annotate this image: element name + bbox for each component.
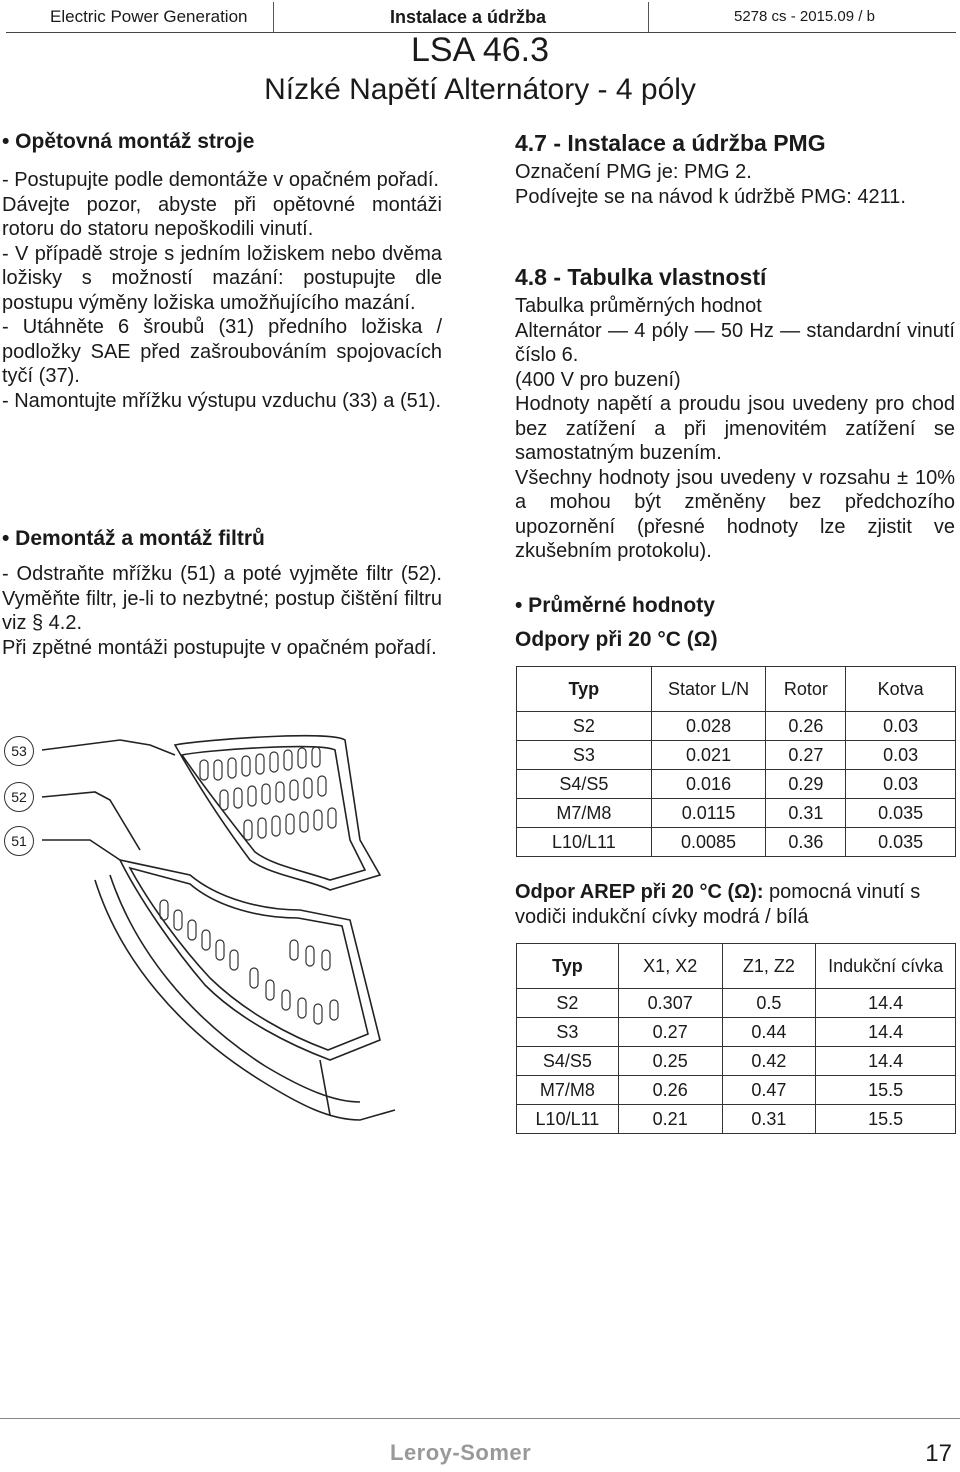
arep-heading [515,880,955,929]
figure-label-52: 52 [4,782,34,812]
table-cell: 15.5 [816,1105,956,1134]
paragraph: Tabulka průměrných hodnot [515,295,762,317]
paragraph: Hodnoty napětí a proudu jsou uvedeny pro chod bez zatížení a při jmenovitém zatížení se samostatným buzením. [515,393,955,464]
table-cell: S2 [517,712,652,741]
paragraph: - Utáhněte 6 šroubů (31) předního ložiska / podložky SAE před zašroubováním spojovacích tyčí (37). [2,316,442,387]
header-doc-ref: 5278 cs - 2015.09 / b [734,8,875,25]
resistance-table [516,666,956,857]
paragraph: Všechny hodnoty jsou uvedeny v rozsahu ± 10% a mohou být změněny bez předchozího upozornění (přesné hodnoty lze zjistit ve zkušebním protokolu). [515,466,955,562]
section-title-4-8: 4.8 - Tabulka vlastností [515,264,767,290]
paragraph: (400 V pro buzení) [515,368,681,391]
table-row [517,1105,956,1134]
table-cell: 0.27 [618,1018,722,1047]
table-cell: 0.26 [618,1076,722,1105]
table-cell: 0.0115 [651,799,766,828]
table-cell: 0.03 [846,741,956,770]
table-cell: S2 [517,989,619,1018]
table-cell: 0.03 [846,712,956,741]
resistance-title: Odpory při 20 °C (Ω) [515,628,718,651]
section-title-filters: • Demontáž a montáž filtrů [2,527,265,550]
table-header: Z1, Z2 [722,944,816,989]
header-section: Instalace a údržba [390,7,547,27]
arep-description: pomocná vinutí s vodiči indukční cívky modrá / bílá [515,881,921,928]
table-cell: S4/S5 [517,770,652,799]
table-cell: 0.028 [651,712,766,741]
table-header: Stator L/N [651,667,766,712]
paragraph: - Namontujte mřížku výstupu vzduchu (33) a (51). [2,389,442,412]
table-header: X1, X2 [618,944,722,989]
table-cell: 0.035 [846,799,956,828]
table-cell: 0.26 [766,712,846,741]
filter-figure [0,700,470,1160]
table-header: Typ [517,944,619,989]
paragraph: Označení PMG je: PMG 2. [515,161,752,183]
page-title: LSA 46.3 [410,31,549,69]
table-cell: 0.42 [722,1047,816,1076]
table-cell: 15.5 [816,1076,956,1105]
table-row [517,989,956,1018]
table-cell: 0.035 [846,828,956,857]
table-cell: 0.44 [722,1018,816,1047]
table-cell: 0.47 [722,1076,816,1105]
table-cell: 14.4 [816,989,956,1018]
table-cell: S3 [517,1018,619,1047]
table-row [517,1018,956,1047]
table-cell: 14.4 [816,1018,956,1047]
page-subtitle: Nízké Napětí Alternátory - 4 póly [264,73,696,106]
table-cell: S3 [517,741,652,770]
arep-title: Odpor AREP při 20 °C (Ω): [515,881,764,903]
table-row [517,799,956,828]
table-header: Indukční cívka [816,944,956,989]
page-header [6,2,956,33]
table-cell: S4/S5 [517,1047,619,1076]
table-cell: M7/M8 [517,1076,619,1105]
paragraph: - Postupujte podle demontáže v opačném pořadí. [2,169,439,191]
arep-table [516,943,956,1134]
table-header-row [517,944,956,989]
table-cell: 0.31 [766,799,846,828]
filter-illustration [0,700,470,1160]
filters-text [2,562,442,660]
table-row [517,1047,956,1076]
figure-label-51: 51 [4,826,34,856]
paragraph: - V případě stroje s jedním ložiskem nebo dvěma ložisky s možností mazání: postupujte dle postupu výměny ložiska umožňujícího mazání. [2,242,442,314]
header-company: Electric Power Generation [50,7,248,26]
brand-logo: Leroy-Somer [390,1440,532,1465]
table-cell: M7/M8 [517,799,652,828]
table-cell: 0.03 [846,770,956,799]
table-cell: 0.307 [618,989,722,1018]
table-cell: 0.29 [766,770,846,799]
table-cell: L10/L11 [517,828,652,857]
table-cell: 0.5 [722,989,816,1018]
paragraph: Alternátor — 4 póly — 50 Hz — standardní vinutí číslo 6. [515,319,955,366]
table-row [517,712,956,741]
paragraph: - Odstraňte mřížku (51) a poté vyjměte filtr (52). Vyměňte filtr, je-li to nezbytné; postup čištění filtru viz § 4.2. [2,563,442,634]
table-cell: 0.21 [618,1105,722,1134]
table-header: Typ [517,667,652,712]
pmg-text [515,160,955,209]
table-header-row [517,667,956,712]
table-row [517,741,956,770]
table-header: Kotva [846,667,956,712]
average-values-title: • Průměrné hodnoty [515,594,715,617]
table-cell: 14.4 [816,1047,956,1076]
figure-label-53: 53 [4,736,34,766]
table-cell: 0.016 [651,770,766,799]
section-title-reassembly: • Opětovná montáž stroje [2,130,255,153]
table-row [517,770,956,799]
table-header: Rotor [766,667,846,712]
header-separator [273,2,274,32]
properties-text [515,294,955,564]
table-cell: 0.25 [618,1047,722,1076]
header-separator [648,2,649,32]
table-cell: 0.36 [766,828,846,857]
paragraph: Dávejte pozor, abyste při opětovné montáži rotoru do statoru nepoškodili vinutí. [2,193,442,240]
table-cell: 0.31 [722,1105,816,1134]
table-cell: 0.021 [651,741,766,770]
table-cell: 0.27 [766,741,846,770]
table-cell: L10/L11 [517,1105,619,1134]
footer-divider [0,1418,960,1419]
table-row [517,1076,956,1105]
paragraph: Podívejte se na návod k údržbě PMG: 4211. [515,185,906,208]
page-number: 17 [925,1440,952,1467]
table-cell: 0.0085 [651,828,766,857]
section-title-4-7: 4.7 - Instalace a údržba PMG [515,130,826,156]
table-row [517,828,956,857]
paragraph: Při zpětné montáži postupujte v opačném pořadí. [2,636,437,659]
reassembly-text [2,168,442,413]
